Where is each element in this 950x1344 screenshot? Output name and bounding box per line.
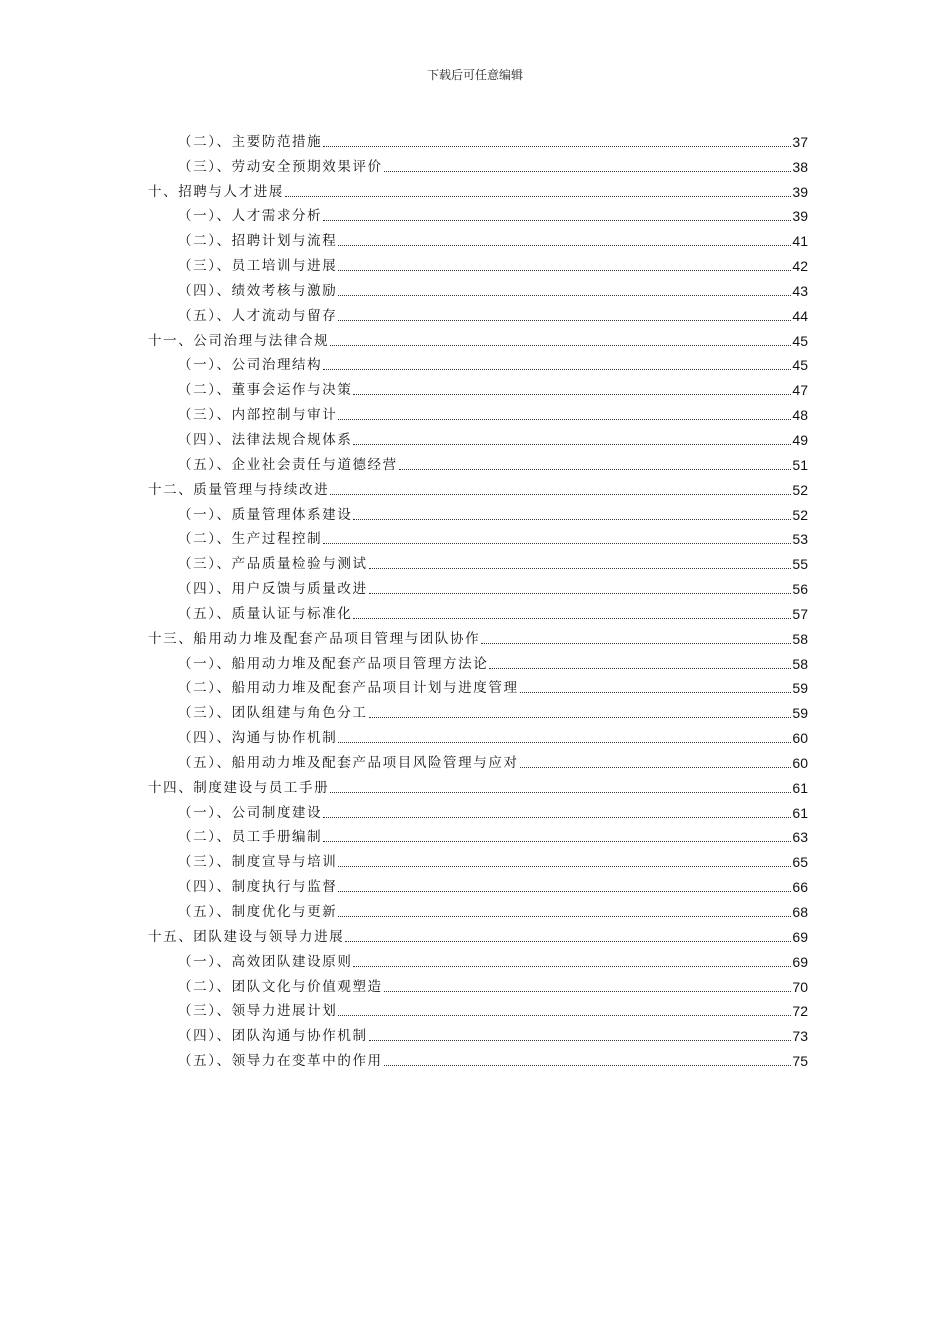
toc-dot-leader [338,1015,791,1016]
toc-dot-leader [330,345,791,346]
toc-chapter-entry[interactable] [148,474,808,499]
toc-entry-title: （一）、船用动力堆及配套产品项目管理方法论 [178,655,489,672]
toc-entry-title: （五）、人才流动与留存 [178,307,338,324]
toc-entry-title: （三）、内部控制与审计 [178,407,338,424]
toc-entry-title: （四）、法律法规合规体系 [178,431,353,448]
toc-dot-leader [285,196,792,197]
toc-dot-leader [338,742,791,743]
toc-entry-page-number: 61 [792,779,808,796]
toc-dot-leader [384,1065,792,1066]
toc-entry-title: （四）、团队沟通与协作机制 [178,1028,368,1045]
toc-section-entry[interactable] [148,1020,808,1045]
toc-entry-page-number: 51 [792,456,808,473]
toc-entry-page-number: 75 [792,1053,808,1070]
toc-entry-page-number: 45 [792,357,808,374]
toc-section-entry[interactable] [148,424,808,449]
toc-entry-page-number: 58 [792,655,808,672]
toc-entry-title: （二）、主要防范措施 [178,133,323,150]
toc-entry-title: （二）、生产过程控制 [178,531,323,548]
toc-dot-leader [338,916,791,917]
toc-dot-leader [323,146,791,147]
toc-dot-leader [369,593,792,594]
toc-section-entry[interactable] [148,896,808,921]
toc-entry-page-number: 63 [792,829,808,846]
toc-section-entry[interactable] [148,374,808,399]
toc-entry-title: （三）、产品质量检验与测试 [178,556,368,573]
toc-entry-page-number: 73 [792,1028,808,1045]
toc-chapter-entry[interactable] [148,921,808,946]
toc-dot-leader [353,966,791,967]
toc-entry-title: （一）、人才需求分析 [178,208,323,225]
toc-entry-page-number: 59 [792,680,808,697]
toc-dot-leader [338,419,791,420]
toc-entry-page-number: 69 [792,928,808,945]
toc-entry-page-number: 53 [792,531,808,548]
toc-section-entry[interactable] [148,747,808,772]
toc-chapter-entry[interactable] [148,176,808,201]
toc-dot-leader [384,171,792,172]
toc-dot-leader [338,320,791,321]
toc-entry-title: （一）、公司治理结构 [178,357,323,374]
toc-section-entry[interactable] [148,524,808,549]
toc-section-entry[interactable] [148,846,808,871]
toc-entry-page-number: 43 [792,282,808,299]
toc-entry-title: （四）、用户反馈与质量改进 [178,581,368,598]
toc-section-entry[interactable] [148,499,808,524]
toc-entry-page-number: 60 [792,754,808,771]
toc-entry-title: （四）、沟通与协作机制 [178,730,338,747]
toc-entry-title: （五）、制度优化与更新 [178,904,338,920]
toc-section-entry[interactable] [148,697,808,722]
toc-entry-title: （四）、绩效考核与激励 [178,282,338,299]
toc-section-entry[interactable] [148,449,808,474]
toc-entry-page-number: 58 [792,630,808,647]
toc-section-entry[interactable] [148,126,808,151]
toc-chapter-entry[interactable] [148,772,808,797]
toc-entry-page-number: 69 [792,953,808,970]
toc-entry-title: （五）、企业社会责任与道德经营 [178,456,398,473]
toc-dot-leader [338,245,791,246]
toc-section-entry[interactable] [148,300,808,325]
toc-dot-leader [520,767,792,768]
toc-entry-page-number: 42 [792,258,808,275]
toc-section-entry[interactable] [148,971,808,996]
toc-section-entry[interactable] [148,822,808,847]
toc-entry-title: （五）、质量认证与标准化 [178,605,353,622]
toc-entry-page-number: 55 [792,556,808,573]
toc-dot-leader [399,469,792,470]
toc-section-entry[interactable] [148,151,808,176]
toc-entry-title: （三）、劳动安全预期效果评价 [178,158,383,175]
toc-entry-page-number: 59 [792,705,808,722]
toc-entry-page-number: 48 [792,407,808,424]
toc-entry-page-number: 56 [792,581,808,598]
toc-dot-leader [323,220,791,221]
toc-dot-leader [353,519,791,520]
toc-entry-title: （二）、团队文化与价值观塑造 [178,978,383,995]
toc-section-entry[interactable] [148,350,808,375]
toc-section-entry[interactable] [148,648,808,673]
toc-dot-leader [338,295,791,296]
toc-entry-title: （三）、制度宣导与培训 [178,854,338,871]
toc-dot-leader [323,817,791,818]
toc-section-entry[interactable] [148,225,808,250]
toc-section-entry[interactable] [148,548,808,573]
toc-entry-page-number: 65 [792,854,808,871]
toc-section-entry[interactable] [148,797,808,822]
toc-dot-leader [353,618,791,619]
toc-entry-page-number: 41 [792,233,808,250]
toc-entry-title: 十三、船用动力堆及配套产品项目管理与团队协作 [148,630,481,647]
toc-dot-leader [369,1040,792,1041]
toc-entry-page-number: 44 [792,307,808,324]
toc-entry-page-number: 68 [792,904,808,920]
toc-entry-page-number: 49 [792,431,808,448]
toc-dot-leader [338,270,791,271]
toc-dot-leader [323,369,791,370]
toc-section-entry[interactable] [148,250,808,275]
toc-dot-leader [323,841,791,842]
toc-entry-title: 十五、团队建设与领导力进展 [148,928,345,945]
page-header: 下载后可任意编辑 [426,68,523,82]
toc-section-entry[interactable] [148,996,808,1021]
toc-entry-title: 十二、质量管理与持续改进 [148,481,330,498]
toc-entry-page-number: 39 [792,208,808,225]
toc-section-entry[interactable] [148,871,808,896]
toc-entry-page-number: 47 [792,382,808,399]
toc-entry-title: （二）、员工手册编制 [178,829,323,846]
toc-entry-title: （三）、领导力进展计划 [178,1003,338,1020]
toc-dot-leader [330,494,791,495]
toc-dot-leader [353,444,791,445]
toc-entry-title: （五）、船用动力堆及配套产品项目风险管理与应对 [178,754,519,771]
toc-chapter-entry[interactable] [148,623,808,648]
toc-entry-title: 十四、制度建设与员工手册 [148,779,330,796]
toc-dot-leader [384,991,792,992]
toc-entry-page-number: 61 [792,804,808,821]
toc-dot-leader [338,866,791,867]
toc-section-entry[interactable] [148,399,808,424]
toc-dot-leader [330,792,791,793]
toc-section-entry[interactable] [148,722,808,747]
toc-dot-leader [489,668,791,669]
toc-section-entry[interactable] [148,275,808,300]
toc-section-entry[interactable] [148,673,808,698]
toc-entry-title: （一）、质量管理体系建设 [178,506,353,523]
toc-entry-title: （二）、董事会运作与决策 [178,382,353,399]
toc-entry-title: （一）、高效团队建设原则 [178,953,353,970]
toc-section-entry[interactable] [148,598,808,623]
toc-section-entry[interactable] [148,946,808,971]
toc-entry-page-number: 52 [792,481,808,498]
toc-entry-title: （二）、招聘计划与流程 [178,233,338,250]
toc-entry-page-number: 38 [792,158,808,175]
toc-section-entry[interactable] [148,573,808,598]
toc-entry-page-number: 70 [792,978,808,995]
toc-dot-leader [338,891,791,892]
toc-section-entry[interactable] [148,201,808,226]
toc-entry-title: 十一、公司治理与法律合规 [148,332,330,349]
toc-dot-leader [369,717,792,718]
toc-chapter-entry[interactable] [148,325,808,350]
toc-dot-leader [481,643,791,644]
table-of-contents [148,126,808,1070]
toc-section-entry[interactable] [148,1045,808,1070]
toc-dot-leader [520,692,792,693]
toc-entry-page-number: 52 [792,506,808,523]
toc-entry-title: 十、招聘与人才进展 [148,183,284,200]
toc-entry-title: （五）、领导力在变革中的作用 [178,1053,383,1070]
toc-dot-leader [323,543,791,544]
toc-entry-title: （四）、制度执行与监督 [178,879,338,896]
toc-entry-title: （三）、员工培训与进展 [178,258,338,275]
toc-entry-page-number: 39 [792,183,808,200]
toc-entry-page-number: 60 [792,730,808,747]
toc-entry-title: （一）、公司制度建设 [178,804,323,821]
toc-entry-page-number: 72 [792,1003,808,1020]
toc-entry-page-number: 37 [792,133,808,150]
toc-dot-leader [369,568,792,569]
toc-dot-leader [353,394,791,395]
toc-entry-page-number: 66 [792,879,808,896]
toc-dot-leader [345,941,791,942]
toc-entry-title: （三）、团队组建与角色分工 [178,705,368,722]
toc-entry-page-number: 57 [792,605,808,622]
toc-entry-title: （二）、船用动力堆及配套产品项目计划与进度管理 [178,680,519,697]
toc-entry-page-number: 45 [792,332,808,349]
